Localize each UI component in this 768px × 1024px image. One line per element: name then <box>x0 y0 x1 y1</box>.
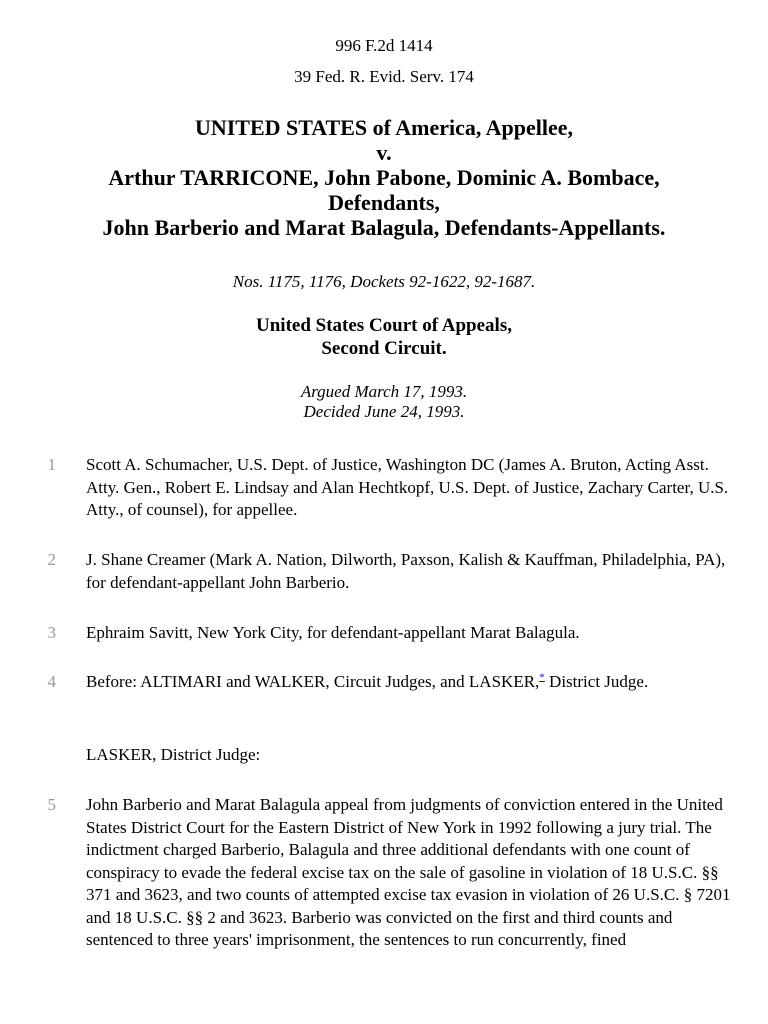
court-line: United States Court of Appeals, <box>256 315 512 336</box>
caption-line: Defendants, <box>328 190 440 215</box>
paragraph-text: John Barberio and Marat Balagula appeal from judgments of conviction entered in the United States District Court for the Eastern District of New York in 1992 following a jury trial. The indictment charged Barberio, Balagula and three additional defendants with one count of conspiracy to evade the federal excise tax on the sale of gasoline in violation of 18 U.S.C. §§ 371 and 3623, and two counts of attempted excise tax evasion in violation of 26 U.S.C. § 7201 and 18 U.S.C. §§ 2 and 3623. Barberio was convicted on the first and third counts and sentenced to three years' imprisonment, the sentences to run concurrently, fined <box>86 795 731 949</box>
paragraph-number: 4 <box>47 672 56 691</box>
citation-line-1: 996 F.2d 1414 <box>335 36 433 55</box>
decided-date: Decided June 24, 1993. <box>303 402 465 421</box>
caption-line: John Barberio and Marat Balagula, Defendants-Appellants. <box>102 215 666 240</box>
paragraph-text: J. Shane Creamer (Mark A. Nation, Dilworth, Paxson, Kalish & Kauffman, Philadelphia, PA), for defendant-appellant John Barberio. <box>86 550 726 592</box>
paragraph-number: 3 <box>47 623 56 642</box>
court-line: Second Circuit. <box>321 338 447 359</box>
panel-judges-text: Before: ALTIMARI and WALKER, Circuit Judges, and LASKER, <box>86 672 540 691</box>
caption-line: v. <box>376 140 392 165</box>
paragraph-text: Scott A. Schumacher, U.S. Dept. of Justice, Washington DC (James A. Bruton, Acting Asst. Atty. Gen., Robert E. Lindsay and Alan Hechtkopf, U.S. Dept. of Justice, Zachary Carter, U.S. Atty., of counsel), for appellee. <box>86 455 729 519</box>
case-caption <box>0 115 768 240</box>
caption-line: UNITED STATES of America, Appellee, <box>194 115 574 140</box>
citation-line-2: 39 Fed. R. Evid. Serv. 174 <box>294 67 474 86</box>
paragraph-number: 1 <box>47 455 56 474</box>
case-dates <box>0 382 768 422</box>
footnote-link[interactable]: * <box>539 671 545 684</box>
opinion-author: LASKER, District Judge: <box>86 745 261 764</box>
docket-numbers: Nos. 1175, 1176, Dockets 92-1622, 92-1687. <box>232 272 536 291</box>
paragraph-text: Ephraim Savitt, New York City, for defendant-appellant Marat Balagula. <box>86 623 580 642</box>
paragraph-text <box>86 671 736 694</box>
panel-judges-text-end: District Judge. <box>544 672 649 691</box>
caption-line: Arthur TARRICONE, John Pabone, Dominic A. Bombace, <box>108 165 660 190</box>
argued-date: Argued March 17, 1993. <box>300 382 468 401</box>
paragraph-number: 2 <box>47 550 56 569</box>
paragraph-number: 5 <box>47 795 56 814</box>
court-name <box>0 314 768 360</box>
